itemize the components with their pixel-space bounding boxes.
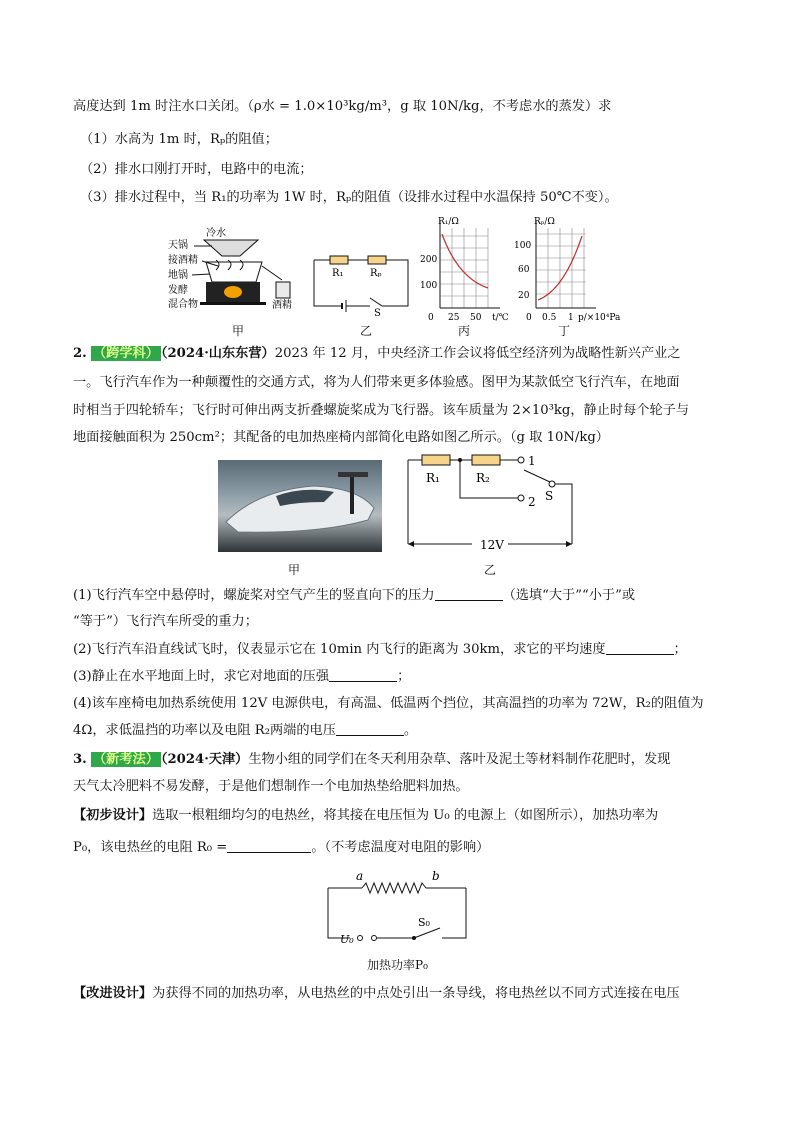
q2-part3 <box>73 667 410 687</box>
q2-part2-end: ； <box>673 642 687 657</box>
jia-label-mixture: 混合物 <box>168 299 198 310</box>
ding-xtick-1: 1 <box>568 313 574 323</box>
q3-text1: 生物小组的同学们在冬天利用杂草、落叶及泥土等材料制作花肥时，发现 <box>248 752 671 767</box>
q2-tag: （跨学科） <box>92 346 159 361</box>
q3-design-text: 选取一根粗细均匀的电热丝，将其接在电压恒为 U₀ 的电源上（如图所示），加热功率为 <box>152 808 659 823</box>
q1-sub2: （2）排水口刚打开时，电路中的电流； <box>80 162 313 177</box>
q3-label-u0: U₀ <box>340 933 354 946</box>
q1-sub1: （1）水高为 1m 时，Rₚ的阻值； <box>80 132 278 147</box>
figure-yi-circuit <box>312 250 412 316</box>
q2-part1-blank[interactable] <box>435 586 503 601</box>
q2-text3: 时相当于四轮轿车；飞行时可伸出两支折叠螺旋桨成为飞行器。该车质量为 2×10³kg，静止时每个轮子与 <box>73 403 690 418</box>
jia-label-ferment: 发酵 <box>168 285 188 296</box>
caption-yi: 乙 <box>360 324 373 338</box>
figure-q2-circuit <box>400 450 580 558</box>
q2-part2 <box>73 640 687 660</box>
q2-label-r1: R₁ <box>426 471 440 485</box>
ding-xtick-0: 0 <box>526 313 532 323</box>
q2-part1-cont: “等于”）飞行汽车所受的重力； <box>73 614 258 629</box>
ding-ytick-20: 20 <box>518 291 530 301</box>
q3-design-text2a: P₀，该电热丝的电阻 R₀ = <box>73 840 228 855</box>
q2-text2: 一。飞行汽车作为一种颠覆性的交通方式，将为人们带来更多体验感。图甲为某款低空飞行汽车，在地面 <box>73 375 680 390</box>
q2-source: （2024·山东东营） <box>160 346 275 361</box>
ding-xlabel: p/×10⁴Pa <box>578 313 621 323</box>
q2-header <box>73 344 681 364</box>
q3-label-a: a <box>356 869 364 883</box>
q2-label-1: 1 <box>528 454 536 468</box>
q3-tag: （新考法） <box>92 752 159 767</box>
q2-label-r2: R₂ <box>476 471 490 485</box>
ding-ylabel: Rₚ/Ω <box>534 217 555 227</box>
q2-part4-text: 4Ω，求低温挡的功率以及电阻 R₂两端的电压 <box>73 723 336 738</box>
bing-xtick-0: 0 <box>428 313 434 323</box>
jia-label-diguo: 地锅 <box>168 270 188 281</box>
q3-design <box>73 806 658 826</box>
q3-design-head: 【初步设计】 <box>73 808 153 823</box>
caption-ding: 丁 <box>558 324 571 338</box>
bing-xlabel: t/℃ <box>492 313 509 323</box>
bing-xtick-25: 25 <box>448 313 460 323</box>
q3-label-s0: S₀ <box>418 916 430 929</box>
q2-part4: (4)该车座椅电加热系统使用 12V 电源供电，有高温、低温两个挡位，其高温挡的功率为 72W，R₂的阻值为 <box>73 696 704 711</box>
resistor-rp <box>368 256 386 264</box>
q2-part1-text: (1)飞行汽车空中悬停时，螺旋桨对空气产生的竖直向下的压力 <box>73 588 435 603</box>
q2-label-s: S <box>545 489 554 503</box>
heating-wire <box>362 883 426 893</box>
q2-text4: 地面接触面积为 250cm²；其配备的电加热座椅内部简化电路如图乙所示。（g 取 10N/kg） <box>73 430 609 445</box>
ding-ytick-100: 100 <box>514 241 532 251</box>
q2-part2-blank[interactable] <box>606 640 674 655</box>
intro-line: 高度达到 1m 时注水口关闭。（ρ水 = 1.0×10³kg/m³，g 取 10N/kg，不考虑水的蒸发）求 <box>73 99 612 114</box>
resistor-r1 <box>330 256 348 264</box>
q1-sub3: （3）排水过程中，当 R₁的功率为 1W 时，Rₚ的阻值（设排水过程中水温保持 50℃不变）。 <box>80 190 618 205</box>
jia-label-alcohol: 酒精 <box>272 300 292 311</box>
q2-resistor-r1 <box>422 455 450 465</box>
q3-improve-head: 【改进设计】 <box>73 986 153 1001</box>
jia-label-collect: 接酒精 <box>168 255 198 266</box>
q2-text1: 2023 年 12 月，中央经济工作会议将低空经济列为战略性新兴产业之 <box>274 346 681 361</box>
flying-car-shape <box>218 460 382 552</box>
q2-part4-end: 。 <box>403 723 418 738</box>
q3-improve-text: 为获得不同的加热功率，从电热丝的中点处引出一条导线，将电热丝以不同方式连接在电压 <box>152 986 680 1001</box>
q2-label-12v: 12V <box>480 538 504 552</box>
figure-bing-graph <box>418 214 514 324</box>
q3-header <box>73 750 670 770</box>
figure-q3-circuit <box>322 866 472 958</box>
caption-q2-jia: 甲 <box>288 563 301 577</box>
q2-number: 2. <box>73 346 87 361</box>
q3-figure-caption: 加热功率P₀ <box>367 958 428 972</box>
yi-label-r1: R₁ <box>332 268 344 279</box>
jia-label-cold-water: 冷水 <box>206 228 226 239</box>
q3-number: 3. <box>73 752 87 767</box>
q2-part4-cont <box>73 721 417 741</box>
q3-text2: 天气太冷肥料不易发酵，于是他们想制作一个电加热垫给肥料加热。 <box>73 779 469 794</box>
q2-part3-text: (3)静止在水平地面上时，求它对地面的压强 <box>73 669 330 684</box>
caption-q2-yi: 乙 <box>484 563 497 577</box>
q2-resistor-r2 <box>472 455 500 465</box>
caption-bing: 丙 <box>458 324 471 338</box>
q3-improve <box>73 984 680 1004</box>
q2-part2-text: (2)飞行汽车沿直线试飞时，仪表显示它在 10min 内飞行的距离为 30km，求它的平均速度 <box>73 642 606 657</box>
q3-source: （2024·天津） <box>160 752 249 767</box>
jia-label-tianguo: 天锅 <box>168 240 188 251</box>
q2-part1-choices: （选填“大于”“小于”或 <box>502 588 636 603</box>
yi-label-s: S <box>374 308 381 316</box>
ding-xtick-05: 0.5 <box>542 313 557 323</box>
bing-xtick-50: 50 <box>470 313 482 323</box>
q2-label-2: 2 <box>528 495 536 509</box>
bing-ylabel: R₁/Ω <box>438 217 459 227</box>
bing-ytick-200: 200 <box>420 255 438 265</box>
q3-label-b: b <box>432 869 440 883</box>
q2-part3-end: ； <box>397 669 411 684</box>
q2-part1 <box>73 586 635 606</box>
yi-label-rp: Rₚ <box>370 268 382 279</box>
bing-ytick-100: 100 <box>420 281 438 291</box>
q3-design-cont <box>73 838 489 858</box>
ding-ytick-60: 60 <box>518 265 530 275</box>
q3-design-text2b: 。（不考虑温度对电阻的影响） <box>311 840 490 855</box>
q3-design-blank[interactable] <box>227 838 311 853</box>
figure-jia-apparatus <box>166 222 306 334</box>
q2-part4-blank[interactable] <box>336 721 404 736</box>
caption-jia: 甲 <box>232 324 245 338</box>
flying-car-photo <box>218 460 382 552</box>
q2-part3-blank[interactable] <box>329 667 397 682</box>
figure-ding-graph <box>512 214 632 324</box>
